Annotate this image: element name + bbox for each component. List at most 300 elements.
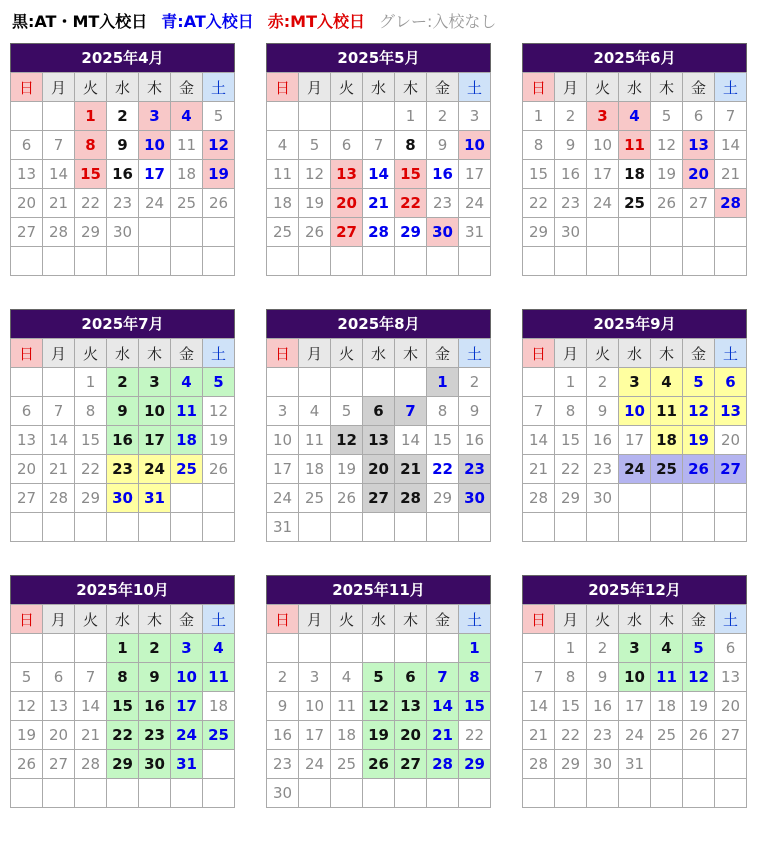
day-cell[interactable]: 6 <box>715 368 747 397</box>
day-cell[interactable]: 17 <box>171 692 203 721</box>
day-cell[interactable]: 29 <box>555 484 587 513</box>
day-cell[interactable]: 24 <box>267 484 299 513</box>
day-cell[interactable]: 18 <box>651 692 683 721</box>
day-cell[interactable]: 20 <box>683 160 715 189</box>
empty-cell <box>267 247 299 276</box>
day-cell[interactable]: 9 <box>267 692 299 721</box>
day-cell[interactable]: 7 <box>43 397 75 426</box>
day-cell[interactable]: 11 <box>203 663 235 692</box>
day-cell[interactable]: 3 <box>587 102 619 131</box>
day-cell[interactable]: 1 <box>427 368 459 397</box>
day-cell[interactable]: 7 <box>523 397 555 426</box>
day-cell[interactable]: 23 <box>587 721 619 750</box>
day-cell[interactable]: 27 <box>395 750 427 779</box>
day-cell[interactable]: 22 <box>459 721 491 750</box>
day-cell[interactable]: 21 <box>715 160 747 189</box>
day-cell[interactable]: 23 <box>107 189 139 218</box>
day-cell[interactable]: 23 <box>267 750 299 779</box>
day-cell[interactable]: 13 <box>11 426 43 455</box>
day-cell[interactable]: 12 <box>683 397 715 426</box>
day-cell[interactable]: 5 <box>331 397 363 426</box>
day-cell[interactable]: 29 <box>555 750 587 779</box>
weekday-header: 火 <box>75 73 107 102</box>
day-cell[interactable]: 9 <box>139 663 171 692</box>
day-cell[interactable]: 15 <box>75 426 107 455</box>
day-cell[interactable]: 1 <box>555 634 587 663</box>
day-cell[interactable]: 26 <box>363 750 395 779</box>
day-cell[interactable]: 31 <box>619 750 651 779</box>
day-cell[interactable]: 11 <box>267 160 299 189</box>
day-cell[interactable]: 2 <box>107 368 139 397</box>
day-cell[interactable]: 15 <box>523 160 555 189</box>
day-cell[interactable]: 6 <box>363 397 395 426</box>
day-cell[interactable]: 13 <box>715 397 747 426</box>
weekday-header: 木 <box>139 339 171 368</box>
day-cell[interactable]: 14 <box>363 160 395 189</box>
day-cell[interactable]: 26 <box>683 721 715 750</box>
day-cell[interactable]: 12 <box>11 692 43 721</box>
empty-cell <box>75 634 107 663</box>
day-cell[interactable]: 8 <box>427 397 459 426</box>
day-cell[interactable]: 2 <box>587 634 619 663</box>
day-cell[interactable]: 29 <box>523 218 555 247</box>
day-cell[interactable]: 22 <box>75 455 107 484</box>
day-cell[interactable]: 16 <box>107 426 139 455</box>
day-cell[interactable]: 13 <box>363 426 395 455</box>
day-cell[interactable]: 4 <box>203 634 235 663</box>
day-cell[interactable]: 28 <box>363 218 395 247</box>
day-cell[interactable]: 8 <box>459 663 491 692</box>
day-cell[interactable]: 14 <box>75 692 107 721</box>
day-cell[interactable]: 19 <box>363 721 395 750</box>
day-cell[interactable]: 1 <box>107 634 139 663</box>
day-cell[interactable]: 20 <box>715 692 747 721</box>
day-cell[interactable]: 3 <box>619 368 651 397</box>
day-cell[interactable]: 23 <box>459 455 491 484</box>
day-cell[interactable]: 18 <box>267 189 299 218</box>
day-cell[interactable]: 20 <box>11 189 43 218</box>
weekday-header: 月 <box>299 339 331 368</box>
day-cell[interactable]: 27 <box>331 218 363 247</box>
day-cell[interactable]: 12 <box>203 397 235 426</box>
day-cell[interactable]: 20 <box>715 426 747 455</box>
day-cell[interactable]: 28 <box>427 750 459 779</box>
day-cell[interactable]: 2 <box>587 368 619 397</box>
day-cell[interactable]: 29 <box>75 484 107 513</box>
day-cell[interactable]: 9 <box>427 131 459 160</box>
day-cell[interactable]: 7 <box>715 102 747 131</box>
weekday-header: 月 <box>555 339 587 368</box>
day-cell[interactable]: 30 <box>587 484 619 513</box>
day-cell[interactable]: 8 <box>75 131 107 160</box>
day-cell[interactable]: 7 <box>75 663 107 692</box>
day-cell[interactable]: 27 <box>715 721 747 750</box>
day-cell[interactable]: 3 <box>299 663 331 692</box>
weekday-header: 火 <box>587 605 619 634</box>
day-cell[interactable]: 28 <box>75 750 107 779</box>
day-cell[interactable]: 3 <box>139 368 171 397</box>
day-cell[interactable]: 6 <box>715 634 747 663</box>
empty-cell <box>11 634 43 663</box>
day-cell[interactable]: 7 <box>395 397 427 426</box>
day-cell[interactable]: 5 <box>683 634 715 663</box>
day-cell[interactable]: 3 <box>459 102 491 131</box>
weekday-header: 日 <box>267 605 299 634</box>
day-cell[interactable]: 14 <box>523 426 555 455</box>
day-cell[interactable]: 12 <box>651 131 683 160</box>
day-cell[interactable]: 6 <box>43 663 75 692</box>
empty-cell <box>363 634 395 663</box>
day-cell[interactable]: 2 <box>427 102 459 131</box>
day-cell[interactable]: 4 <box>651 368 683 397</box>
day-cell[interactable]: 19 <box>203 160 235 189</box>
day-cell[interactable]: 21 <box>75 721 107 750</box>
day-cell[interactable]: 1 <box>523 102 555 131</box>
day-cell[interactable]: 25 <box>651 721 683 750</box>
empty-cell <box>299 513 331 542</box>
day-cell[interactable]: 21 <box>43 189 75 218</box>
day-cell[interactable]: 13 <box>43 692 75 721</box>
day-cell[interactable]: 2 <box>107 102 139 131</box>
day-cell[interactable]: 22 <box>555 721 587 750</box>
day-cell[interactable]: 28 <box>715 189 747 218</box>
day-cell[interactable]: 28 <box>395 484 427 513</box>
day-cell[interactable]: 5 <box>203 102 235 131</box>
day-cell[interactable]: 31 <box>139 484 171 513</box>
day-cell[interactable]: 26 <box>651 189 683 218</box>
day-cell[interactable]: 21 <box>523 455 555 484</box>
day-cell[interactable]: 10 <box>299 692 331 721</box>
day-cell[interactable]: 9 <box>107 131 139 160</box>
day-cell[interactable]: 3 <box>139 102 171 131</box>
day-cell[interactable]: 16 <box>107 160 139 189</box>
day-cell[interactable]: 23 <box>427 189 459 218</box>
day-cell[interactable]: 8 <box>555 663 587 692</box>
day-cell[interactable]: 14 <box>395 426 427 455</box>
day-cell[interactable]: 30 <box>459 484 491 513</box>
day-cell[interactable]: 14 <box>523 692 555 721</box>
month-grid <box>266 338 491 542</box>
day-cell[interactable]: 6 <box>331 131 363 160</box>
day-cell[interactable]: 12 <box>299 160 331 189</box>
weekday-header: 月 <box>555 73 587 102</box>
day-cell[interactable]: 21 <box>427 721 459 750</box>
day-cell[interactable]: 28 <box>523 484 555 513</box>
day-cell[interactable]: 19 <box>203 426 235 455</box>
day-cell[interactable]: 4 <box>171 368 203 397</box>
day-cell[interactable]: 1 <box>75 368 107 397</box>
day-cell[interactable]: 13 <box>395 692 427 721</box>
day-cell[interactable]: 8 <box>523 131 555 160</box>
day-cell[interactable]: 16 <box>555 160 587 189</box>
day-cell[interactable]: 15 <box>395 160 427 189</box>
day-cell[interactable]: 16 <box>139 692 171 721</box>
day-cell[interactable]: 17 <box>139 426 171 455</box>
day-cell[interactable]: 25 <box>267 218 299 247</box>
day-cell[interactable]: 19 <box>683 692 715 721</box>
day-cell[interactable]: 19 <box>683 426 715 455</box>
day-cell[interactable]: 15 <box>107 692 139 721</box>
day-cell[interactable]: 2 <box>459 368 491 397</box>
day-cell[interactable]: 10 <box>139 131 171 160</box>
day-cell[interactable]: 6 <box>11 131 43 160</box>
day-cell[interactable]: 8 <box>395 131 427 160</box>
day-cell[interactable]: 24 <box>139 455 171 484</box>
day-cell[interactable]: 27 <box>43 750 75 779</box>
day-cell[interactable]: 5 <box>683 368 715 397</box>
weekday-header: 土 <box>715 339 747 368</box>
day-cell[interactable]: 11 <box>299 426 331 455</box>
day-cell[interactable]: 17 <box>619 426 651 455</box>
day-cell[interactable]: 24 <box>299 750 331 779</box>
day-cell[interactable]: 24 <box>139 189 171 218</box>
day-cell[interactable]: 6 <box>683 102 715 131</box>
day-cell[interactable]: 29 <box>107 750 139 779</box>
day-cell[interactable]: 11 <box>651 397 683 426</box>
day-cell[interactable]: 29 <box>75 218 107 247</box>
day-cell[interactable]: 11 <box>651 663 683 692</box>
day-cell[interactable]: 10 <box>139 397 171 426</box>
day-cell[interactable]: 4 <box>651 634 683 663</box>
day-cell[interactable]: 30 <box>555 218 587 247</box>
day-cell[interactable]: 22 <box>427 455 459 484</box>
day-cell[interactable]: 11 <box>171 131 203 160</box>
day-cell[interactable]: 15 <box>555 426 587 455</box>
day-cell[interactable]: 8 <box>75 397 107 426</box>
day-cell[interactable]: 2 <box>555 102 587 131</box>
day-cell[interactable]: 22 <box>395 189 427 218</box>
day-cell[interactable]: 31 <box>267 513 299 542</box>
day-cell[interactable]: 1 <box>555 368 587 397</box>
day-cell[interactable]: 15 <box>75 160 107 189</box>
day-cell[interactable]: 27 <box>11 218 43 247</box>
day-cell[interactable]: 24 <box>619 455 651 484</box>
day-cell[interactable]: 22 <box>555 455 587 484</box>
weekday-header: 水 <box>619 73 651 102</box>
day-cell[interactable]: 9 <box>587 397 619 426</box>
day-cell[interactable]: 21 <box>43 455 75 484</box>
day-cell[interactable]: 15 <box>459 692 491 721</box>
day-cell[interactable]: 25 <box>171 189 203 218</box>
day-cell[interactable]: 18 <box>651 426 683 455</box>
day-cell[interactable]: 13 <box>683 131 715 160</box>
day-cell[interactable]: 28 <box>43 218 75 247</box>
day-cell[interactable]: 5 <box>651 102 683 131</box>
day-cell[interactable]: 23 <box>587 455 619 484</box>
day-cell[interactable]: 26 <box>11 750 43 779</box>
day-cell[interactable]: 25 <box>171 455 203 484</box>
day-cell[interactable]: 31 <box>459 218 491 247</box>
day-cell[interactable]: 25 <box>651 455 683 484</box>
day-cell[interactable]: 21 <box>395 455 427 484</box>
day-cell[interactable]: 26 <box>203 455 235 484</box>
day-cell[interactable]: 12 <box>683 663 715 692</box>
day-cell[interactable]: 2 <box>139 634 171 663</box>
day-cell[interactable]: 7 <box>43 131 75 160</box>
day-cell[interactable]: 30 <box>587 750 619 779</box>
weekday-header: 月 <box>299 73 331 102</box>
day-cell[interactable]: 6 <box>395 663 427 692</box>
day-cell[interactable]: 14 <box>43 160 75 189</box>
day-cell[interactable]: 27 <box>11 484 43 513</box>
day-cell[interactable]: 7 <box>363 131 395 160</box>
day-cell[interactable]: 30 <box>107 484 139 513</box>
day-cell[interactable]: 9 <box>555 131 587 160</box>
day-cell[interactable]: 9 <box>459 397 491 426</box>
weekday-header: 金 <box>427 339 459 368</box>
day-cell[interactable]: 22 <box>523 189 555 218</box>
day-cell[interactable]: 1 <box>75 102 107 131</box>
empty-cell <box>715 513 747 542</box>
day-cell[interactable]: 16 <box>587 692 619 721</box>
day-cell[interactable]: 8 <box>555 397 587 426</box>
day-cell[interactable]: 27 <box>683 189 715 218</box>
day-cell[interactable]: 12 <box>331 426 363 455</box>
day-cell[interactable]: 3 <box>619 634 651 663</box>
day-cell[interactable]: 13 <box>11 160 43 189</box>
day-cell[interactable]: 27 <box>715 455 747 484</box>
month-title: 2025年10月 <box>10 575 235 604</box>
day-cell[interactable]: 10 <box>587 131 619 160</box>
day-cell[interactable]: 25 <box>203 721 235 750</box>
day-cell[interactable]: 20 <box>43 721 75 750</box>
day-cell[interactable]: 4 <box>299 397 331 426</box>
day-cell[interactable]: 5 <box>363 663 395 692</box>
day-cell[interactable]: 17 <box>459 160 491 189</box>
day-cell[interactable]: 18 <box>171 160 203 189</box>
empty-cell <box>43 779 75 808</box>
day-cell[interactable]: 18 <box>171 426 203 455</box>
day-cell[interactable]: 18 <box>331 721 363 750</box>
day-cell[interactable]: 10 <box>619 397 651 426</box>
day-cell[interactable]: 25 <box>619 189 651 218</box>
day-cell[interactable]: 17 <box>299 721 331 750</box>
day-cell[interactable]: 24 <box>459 189 491 218</box>
day-cell[interactable]: 13 <box>715 663 747 692</box>
day-cell[interactable]: 10 <box>619 663 651 692</box>
day-cell[interactable]: 25 <box>331 750 363 779</box>
day-cell[interactable]: 16 <box>587 426 619 455</box>
day-cell[interactable]: 16 <box>459 426 491 455</box>
day-cell[interactable]: 13 <box>331 160 363 189</box>
day-cell[interactable]: 26 <box>683 455 715 484</box>
day-cell[interactable]: 4 <box>619 102 651 131</box>
day-cell[interactable]: 5 <box>203 368 235 397</box>
day-cell[interactable]: 14 <box>427 692 459 721</box>
day-cell[interactable]: 20 <box>11 455 43 484</box>
day-cell[interactable]: 16 <box>427 160 459 189</box>
day-cell[interactable]: 27 <box>363 484 395 513</box>
day-cell[interactable]: 17 <box>139 160 171 189</box>
day-cell[interactable]: 31 <box>171 750 203 779</box>
empty-cell <box>139 779 171 808</box>
day-cell[interactable]: 26 <box>203 189 235 218</box>
day-cell[interactable]: 24 <box>619 721 651 750</box>
day-cell[interactable]: 21 <box>363 189 395 218</box>
day-cell[interactable]: 26 <box>331 484 363 513</box>
day-cell[interactable]: 4 <box>171 102 203 131</box>
day-cell[interactable]: 3 <box>267 397 299 426</box>
day-cell[interactable]: 18 <box>203 692 235 721</box>
day-cell[interactable]: 28 <box>523 750 555 779</box>
day-cell[interactable]: 10 <box>267 426 299 455</box>
day-cell[interactable]: 9 <box>107 397 139 426</box>
day-cell[interactable]: 29 <box>395 218 427 247</box>
day-cell[interactable]: 5 <box>299 131 331 160</box>
day-cell[interactable]: 25 <box>299 484 331 513</box>
day-cell[interactable]: 16 <box>267 721 299 750</box>
day-cell[interactable]: 23 <box>107 455 139 484</box>
day-cell[interactable]: 15 <box>427 426 459 455</box>
day-cell[interactable]: 14 <box>43 426 75 455</box>
day-cell[interactable]: 19 <box>299 189 331 218</box>
day-cell[interactable]: 2 <box>267 663 299 692</box>
day-cell[interactable]: 17 <box>267 455 299 484</box>
month-title: 2025年7月 <box>10 309 235 338</box>
day-cell[interactable]: 19 <box>11 721 43 750</box>
day-cell[interactable]: 20 <box>363 455 395 484</box>
day-cell[interactable]: 3 <box>171 634 203 663</box>
day-cell[interactable]: 30 <box>427 218 459 247</box>
day-cell[interactable]: 4 <box>267 131 299 160</box>
day-cell[interactable]: 15 <box>555 692 587 721</box>
day-cell[interactable]: 9 <box>587 663 619 692</box>
day-cell[interactable]: 1 <box>459 634 491 663</box>
day-cell[interactable]: 10 <box>459 131 491 160</box>
weekday-header: 月 <box>555 605 587 634</box>
day-cell[interactable]: 6 <box>11 397 43 426</box>
day-cell[interactable]: 29 <box>459 750 491 779</box>
day-cell[interactable]: 21 <box>523 721 555 750</box>
day-cell[interactable]: 18 <box>299 455 331 484</box>
day-cell[interactable]: 20 <box>395 721 427 750</box>
day-cell[interactable]: 12 <box>363 692 395 721</box>
day-cell[interactable]: 4 <box>331 663 363 692</box>
day-cell[interactable]: 30 <box>139 750 171 779</box>
day-cell[interactable]: 14 <box>715 131 747 160</box>
day-cell[interactable]: 8 <box>107 663 139 692</box>
day-cell[interactable]: 7 <box>427 663 459 692</box>
day-cell[interactable]: 28 <box>43 484 75 513</box>
day-cell[interactable]: 30 <box>267 779 299 808</box>
day-cell[interactable]: 11 <box>331 692 363 721</box>
day-cell[interactable]: 11 <box>171 397 203 426</box>
day-cell[interactable]: 17 <box>587 160 619 189</box>
day-cell[interactable]: 24 <box>171 721 203 750</box>
day-cell[interactable]: 12 <box>203 131 235 160</box>
day-cell[interactable]: 5 <box>11 663 43 692</box>
day-cell[interactable]: 18 <box>619 160 651 189</box>
day-cell[interactable]: 26 <box>299 218 331 247</box>
day-cell[interactable]: 19 <box>651 160 683 189</box>
day-cell[interactable]: 7 <box>523 663 555 692</box>
day-cell[interactable]: 29 <box>427 484 459 513</box>
day-cell[interactable]: 1 <box>395 102 427 131</box>
day-cell[interactable]: 30 <box>107 218 139 247</box>
day-cell[interactable]: 22 <box>107 721 139 750</box>
day-cell[interactable]: 23 <box>555 189 587 218</box>
day-cell[interactable]: 10 <box>171 663 203 692</box>
empty-cell <box>267 368 299 397</box>
day-cell[interactable]: 23 <box>139 721 171 750</box>
day-cell[interactable]: 19 <box>331 455 363 484</box>
day-cell[interactable]: 22 <box>75 189 107 218</box>
day-cell[interactable]: 24 <box>587 189 619 218</box>
weekday-header: 金 <box>683 339 715 368</box>
day-cell[interactable]: 17 <box>619 692 651 721</box>
day-cell[interactable]: 11 <box>619 131 651 160</box>
day-cell[interactable]: 20 <box>331 189 363 218</box>
